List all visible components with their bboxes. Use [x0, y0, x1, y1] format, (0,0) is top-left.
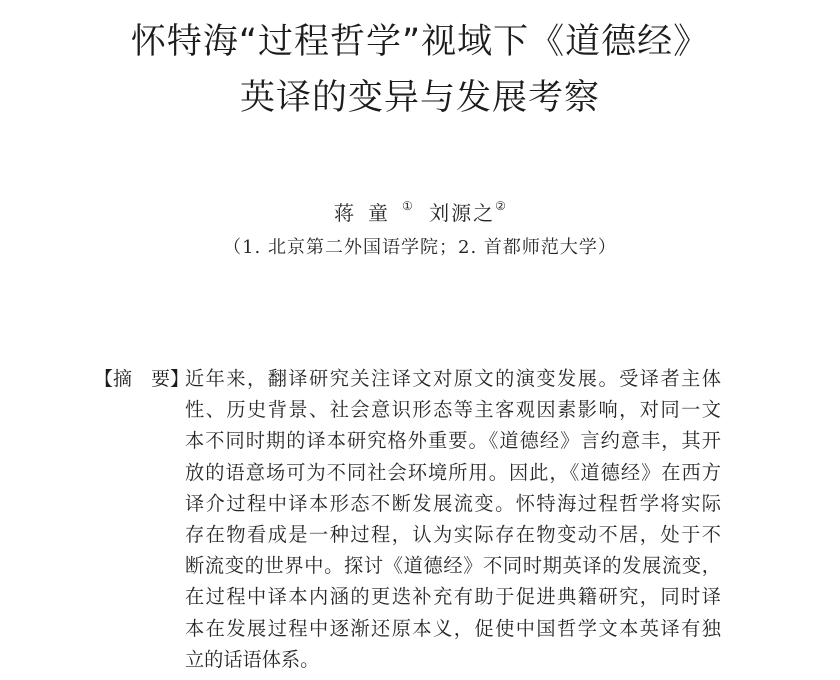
author-name: 蒋童 — [334, 201, 403, 225]
paper-title — [0, 14, 840, 126]
abstract-line: 立的话语体系。 — [185, 647, 320, 671]
title-line-2: 英译的变异与发展考察 — [239, 78, 600, 118]
abstract-line: 放的语意场可为不同社会环境所用。因此，《道德经》在西方 — [185, 460, 721, 484]
title-line-1: 怀特海“过程哲学”视域下《道德经》 — [130, 22, 710, 62]
affiliation: （1. 北京第二外国语学院；2. 首都师范大学） — [223, 237, 617, 258]
abstract-line: 近年来，翻译研究关注译文对原文的演变发展。受译者主体 — [185, 367, 721, 390]
abstract-label: 【摘 要】 — [94, 368, 190, 390]
abstract-line: 译介过程中译本形态不断发展流变。怀特海过程哲学将实际 — [185, 491, 721, 515]
abstract-text — [185, 363, 721, 675]
abstract-line: 存在物看成是一种过程，认为实际存在物变动不居，处于不 — [185, 522, 721, 546]
author-list — [0, 198, 840, 228]
abstract-line: 本在发展过程中逐渐还原本义，促使中国哲学文本英译有独 — [185, 616, 721, 640]
author-footnote-marker: ① — [402, 199, 413, 213]
abstract-line: 性、历史背景、社会意识形态等主客观因素影响，对同一文 — [185, 398, 721, 422]
abstract-line: 本不同时期的译本研究格外重要。《道德经》言约意丰，其开 — [185, 429, 721, 453]
author-footnote-marker: ② — [495, 199, 506, 213]
author-name: 刘源之 — [429, 201, 496, 225]
abstract-line: 在过程中译本内涵的更迭补充有助于促进典籍研究，同时译 — [185, 585, 721, 609]
abstract-line: 断流变的世界中。探讨《道德经》不同时期英译的发展流变， — [185, 554, 721, 578]
